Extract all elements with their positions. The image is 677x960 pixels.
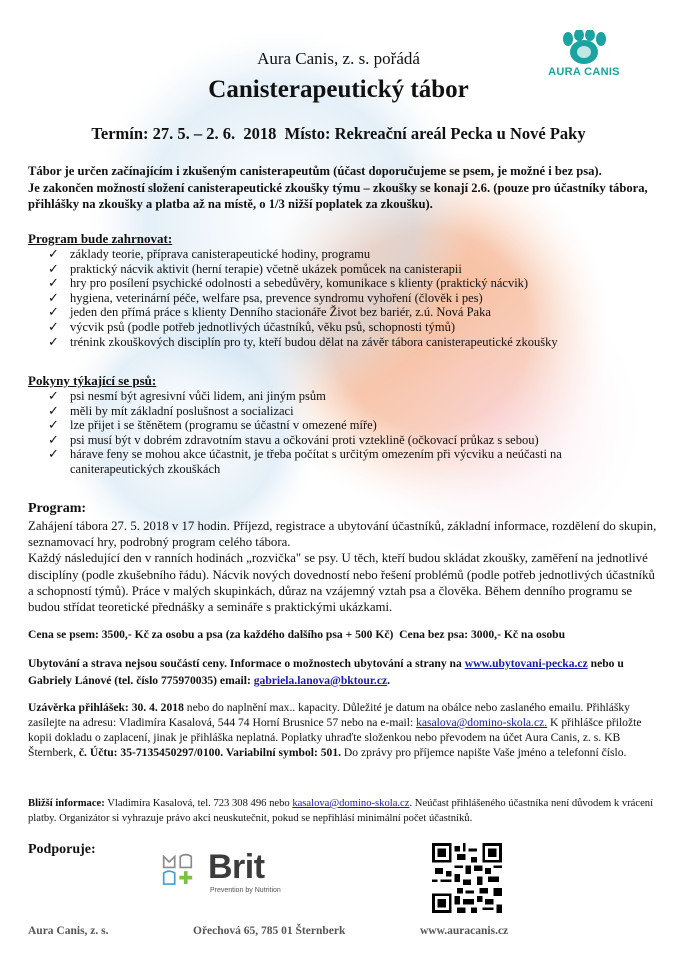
list-item (48, 418, 628, 433)
list-item-text: psi musí být v dobrém zdravotním stavu a očkováni proti vzteklině (očkovací průkaz s sebou) (70, 432, 539, 447)
page-title: Canisterapeutický tábor (208, 76, 469, 103)
footer-org: Aura Canis, z. s. (28, 925, 109, 937)
program-topics-title: Program bude zahrnovat: (28, 231, 173, 246)
accommodation-text (28, 656, 660, 689)
deadline-text-3: Do zprávy pro příjemce napište Vaše jméno a telefonní číslo. (341, 746, 627, 759)
dog-rules-list (48, 389, 628, 477)
dog-rules-title: Pokyny týkající se psů: (28, 373, 157, 388)
checkmark-icon: ✓ (48, 275, 59, 291)
aura-canis-logo (548, 30, 620, 82)
brit-logo (160, 850, 305, 900)
list-item-text: hárave feny se mohou akce účastnit, je třeba počítat s určitým omezením při výcviku a neúčasti na caniterapeutických zkouškách (70, 447, 562, 476)
list-item (48, 305, 648, 320)
list-item-text: základy teorie, příprava canisterapeutické hodiny, programu (70, 247, 371, 261)
list-item (48, 335, 648, 350)
checkmark-icon: ✓ (48, 246, 59, 261)
program-title: Program: (28, 501, 87, 516)
list-item (48, 447, 628, 476)
program-text-1: Zahájení tábora 27. 5. 2018 v 17 hodin. Příjezd, registrace a ubytování účastníků, základní informace, rozdělení do skupin, seznamovací hry, podrobný program celého tábora. (28, 519, 657, 550)
list-item-text: měli by mít základní poslušnost a socializaci (70, 403, 294, 418)
deadline-text-2: K přihlášce přiložte kopii dokladu o zaplacení, jinak je přihláška neplatná. Poplatky uhraďte složenkou nebo převodem na účet Aura Canis, z. s. KB Šternberk, (28, 716, 642, 759)
info-email-link[interactable]: kasalova@domino-skola.cz (292, 798, 410, 809)
price-text: Cena se psem: 3500,- Kč za osobu a psa (za každého dalšího psa + 500 Kč) Cena bez psa: 3000,- Kč na osobu (28, 628, 566, 641)
list-item (48, 247, 648, 262)
checkmark-icon: ✓ (48, 446, 59, 462)
intro-line-1: Tábor je určen začínajícím i zkušeným canisterapeutům (účast doporučujeme se psem, je možné i bez psa). (28, 164, 602, 178)
accommodation-link[interactable]: www.ubytovani-pecka.cz (464, 657, 588, 670)
list-item-text: lze přijet i se štěnětem (programu se účastní v omezené míře) (70, 418, 377, 433)
deadline-label: Uzávěrka přihlášek: 30. 4. 2018 (28, 701, 184, 714)
list-item-text: trénink zkouškových disciplín pro ty, kteří budou dělat na závěr tábora canisterapeutické zkoušky (70, 334, 558, 349)
logo-text: AURA CANIS (548, 66, 620, 78)
info-label: Bližší informace: (28, 798, 105, 809)
footer-web[interactable]: www.auracanis.cz (420, 925, 509, 937)
checkmark-icon: ✓ (48, 417, 59, 433)
info-text (28, 796, 668, 826)
checkmark-icon: ✓ (48, 431, 59, 447)
deadline-text (28, 700, 660, 760)
term-place-line: Termín: 27. 5. – 2. 6. 2018 Místo: Rekreační areál Pecka u Nové Paky (91, 124, 586, 143)
deadline-text-1: nebo do naplnění max.. kapacity. Důležité je datum na obálce nebo zaslaného emailu. Přihlášky zasílejte na adresu: Vladimíra Kasalová, 544 74 Horní Brusnice 57 nebo na e-mail: (28, 701, 630, 729)
list-item-text: hry pro posílení psychické odolnosti a sebedůvěry, komunikace s klienty (praktický nácvik) (70, 276, 529, 291)
accommodation-text-mid: nebo u Gabriely Lánové (tel. číslo 775970035) email: (28, 657, 624, 687)
bank-account: č. Účtu: 35-7135450297/0100. Variabilní symbol: 501. (78, 746, 342, 759)
supporters-title: Podporuje: (28, 842, 96, 857)
intro-line-2: Je zakončen možností složení canisterapeutické zkoušky týmu – zkoušky se konají 2.6. (pouze pro účastníky tábora, přihlášky na zkoušky a platba až na místě, o 1/3 nižší poplatek za zkoušku). (28, 180, 648, 211)
list-item (48, 320, 648, 335)
list-item (48, 276, 648, 291)
brit-tagline: Prevention by Nutrition (210, 887, 281, 894)
program-topics-list (48, 247, 648, 349)
accommodation-text-after: . (387, 673, 391, 687)
program-text (28, 518, 660, 615)
list-item (48, 291, 648, 306)
checkmark-icon: ✓ (48, 388, 59, 403)
list-item (48, 433, 628, 448)
header-subtitle: Aura Canis, z. s. pořádá (257, 49, 420, 68)
checkmark-icon: ✓ (48, 289, 59, 305)
info-text-2: . Neúčast přihlášeného účastníka není důvodem k vrácení platby. Organizátor si vyhrazuje právo akci neuskutečnit, pokud se nepřihlásí minimální počet účastníků. (28, 798, 654, 824)
list-item-text: psi nesmí být agresivní vůči lidem, ani jiným psům (70, 389, 326, 403)
intro-text (28, 163, 660, 213)
checkmark-icon: ✓ (48, 304, 59, 320)
info-text-1: Vladimíra Kasalová, tel. 723 308 496 nebo (104, 798, 293, 809)
list-item (48, 404, 628, 419)
list-item-text: hygiena, veterinární péče, welfare psa, prevence syndromu vyhoření (člověk i pes) (70, 290, 483, 305)
accommodation-email-link[interactable]: gabriela.lanova@bktour.cz (253, 673, 388, 687)
list-item (48, 262, 648, 277)
qr-code (432, 843, 502, 913)
program-text-2: Každý následující den v ranních hodinách „rozvička" se psy. U těch, kteří budou skládat zkoušky, zaměření na jednotlivé disciplíny (podle zkušebního řádu). Nácvik nových dovedností nebo řešení problémů (podle potřeb jednotlivých účastníků a schopností týmů). Práce v malých skupinkách, důraz na vzájemný vztah psa a člověka. Během denního programu se budou střídat teoretické přednášky a semináře s praktickými ukázkami. (28, 551, 655, 615)
footer-address: Ořechová 65, 785 01 Šternberk (193, 925, 346, 937)
brit-pets-icon (160, 852, 206, 894)
checkmark-icon: ✓ (48, 402, 59, 418)
deadline-email-link[interactable]: kasalova@domino-skola.cz. (416, 716, 548, 729)
accommodation-text-before: Ubytování a strava nejsou součástí ceny. Informace o možnostech ubytování a strany na (28, 657, 465, 670)
checkmark-icon: ✓ (48, 318, 59, 334)
checkmark-icon: ✓ (48, 260, 59, 276)
brit-name: Brit (208, 848, 265, 886)
list-item-text: výcvik psů (podle potřeb jednotlivých účastníků, věku psů, schopnosti týmů) (70, 319, 456, 334)
checkmark-icon: ✓ (48, 333, 59, 349)
list-item-text: jeden den přímá práce s klienty Denního stacionáře Život bez bariér, z.ú. Nová Paka (70, 305, 491, 320)
list-item (48, 389, 628, 404)
list-item-text: praktický nácvik aktivit (herní terapie) včetně ukázek pomůcek na canisterapii (70, 261, 462, 276)
